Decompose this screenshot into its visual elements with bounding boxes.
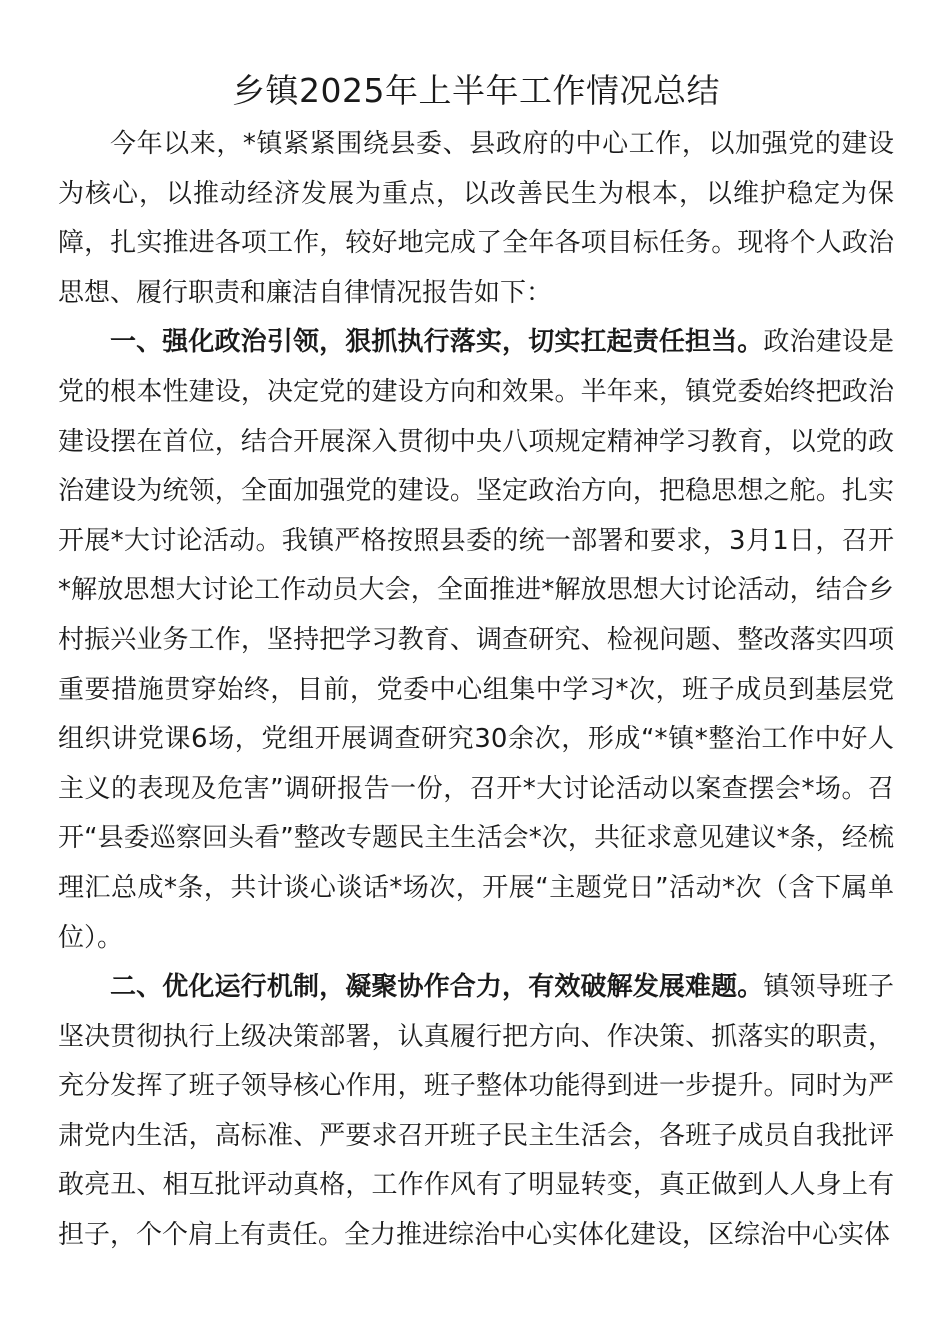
paragraph-intro (58, 120, 894, 318)
paragraph-section-2 (58, 963, 894, 1261)
paragraph-section-1 (58, 318, 894, 963)
section-2-heading: 二、优化运行机制，凝聚协作合力，有效破解发展难题。 (110, 972, 764, 1003)
document-page (58, 66, 894, 1261)
section-1-heading: 一、强化政治引领，狠抓执行落实，切实扛起责任担当。 (110, 327, 764, 358)
section-2-body: 镇领导班子坚决贯彻执行上级决策部署，认真履行把方向、作决策、抓落实的职责，充分发挥了班子领导核心作用，班子整体功能得到进一步提升。同时为严肃党内生活，高标准、严要求召开班子民主生活会，各班子成员自我批评敢亮丑、相互批评动真格，工作作风有了明显转变，真正做到人人身上有担子，个个肩上有责任。全力推进综治中心实体化建设，区综治中心实体 (58, 972, 894, 1251)
paragraph-intro-text: 今年以来，*镇紧紧围绕县委、县政府的中心工作，以加强党的建设为核心，以推动经济发展为重点，以改善民生为根本，以维护稳定为保障，扎实推进各项工作，较好地完成了全年各项目标任务。现将个人政治思想、履行职责和廉洁自律情况报告如下： (58, 129, 894, 308)
section-1-body: 政治建设是党的根本性建设，决定党的建设方向和效果。半年来，镇党委始终把政治建设摆在首位，结合开展深入贯彻中央八项规定精神学习教育，以党的政治建设为统领，全面加强党的建设。坚定政治方向，把稳思想之舵。扎实开展*大讨论活动。我镇严格按照县委的统一部署和要求，3月1日，召开*解放思想大讨论工作动员大会，全面推进*解放思想大讨论活动，结合乡村振兴业务工作，坚持把学习教育、调查研究、检视问题、整改落实四项重要措施贯穿始终，目前，党委中心组集中学习*次，班子成员到基层党组织讲党课6场，党组开展调查研究30余次，形成“*镇*整治工作中好人主义的表现及危害”调研报告一份，召开*大讨论活动以案查摆会*场。召开“县委巡察回头看”整改专题民主生活会*次，共征求意见建议*条，经梳理汇总成*条，共计谈心谈话*场次，开展“主题党日”活动*次（含下属单位）。 (58, 327, 894, 953)
document-title: 乡镇2025年上半年工作情况总结 (232, 71, 720, 110)
